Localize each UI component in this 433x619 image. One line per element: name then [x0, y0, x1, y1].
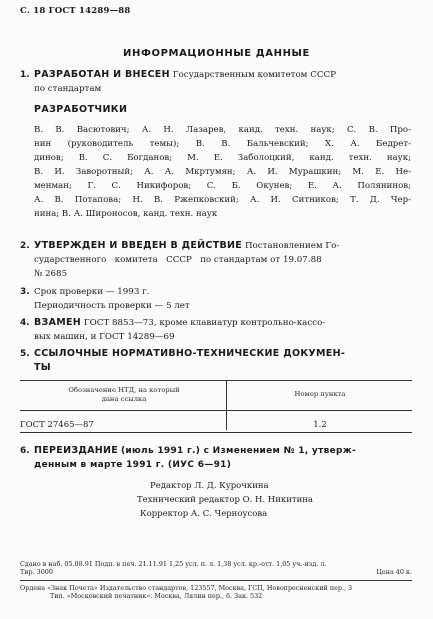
section-5-caption-line-1: ССЫЛОЧНЫЕ НОРМАТИВНО-ТЕХНИЧЕСКИЕ ДОКУМЕН-: [34, 348, 346, 359]
developers-line: В. В. Васютович; А. Н. Лазарев, канд. техн. наук; С. В. Про-: [34, 125, 411, 135]
page-header: С. 18 ГОСТ 14289—88: [20, 6, 131, 16]
section-4-number: 4.: [20, 318, 30, 328]
table-header-rule: [20, 410, 412, 411]
section-3-text-line-2: Периодичность проверки — 5 лет: [34, 301, 190, 311]
section-4-text-line-1: ГОСТ 8853—73, кроме клавиатур контрольно-кассо-: [83, 318, 326, 328]
table-cell-document: ГОСТ 27465—87: [20, 420, 94, 430]
developers-line: нина; В. А. Широносов, канд. техн. наук: [34, 209, 218, 219]
credits-tech-editor: Технический редактор О. Н. Никитина: [137, 495, 313, 505]
section-2-caption: УТВЕРЖДЕН И ВВЕДЕН В ДЕЙСТВИЕ: [34, 240, 243, 251]
section-3-number: 3.: [20, 287, 30, 297]
credits-proofreader: Корректор А. С. Черноусова: [140, 509, 268, 519]
section-1-number: 1.: [20, 70, 30, 80]
section-4-text-line-2: вых машин, и ГОСТ 14289—69: [34, 332, 175, 342]
section-5-caption-line-2: ТЫ: [34, 362, 51, 373]
section-3-text-line-1: Срок проверки — 1993 г.: [34, 287, 150, 297]
table-header-item: Номер пункта: [294, 390, 346, 398]
section-2-number: 2.: [20, 241, 30, 251]
developers-line: менман; Г. С. Никифоров; С. Б. Окунев; Е. А. Полянинов;: [34, 181, 411, 191]
developers-heading: РАЗРАБОТЧИКИ: [34, 104, 128, 115]
page-title: ИНФОРМАЦИОННЫЕ ДАННЫЕ: [123, 48, 310, 59]
imprint-print-run: Тир. 3000: [20, 568, 53, 576]
developers-line: В. И. Заворотный; А. А. Мкртумян; А. И. Мурашкин; М. Е. Не-: [34, 167, 411, 177]
section-6-caption: ПЕРЕИЗДАНИЕ: [34, 445, 119, 456]
imprint-printer: Тип. «Московский печатник». Москва, Лялин пер., 6. Зак. 532: [50, 592, 263, 600]
section-2-text-line-2: сударственного комитета СССР по стандартам от 19.07.88: [34, 255, 322, 265]
table-cell-item: 1.2: [313, 420, 327, 430]
developers-list: [34, 123, 411, 221]
section-2-text-line-1: Постановлением Го-: [244, 241, 340, 251]
section-1-text-line-2: по стандартам: [34, 84, 102, 94]
imprint-line-1: Сдано в наб. 05.08.91 Подп. в печ. 21.11.91 1,25 усл. п. л. 1,38 усл. кр.-отт. 1,05 уч.-изд. л.: [20, 560, 327, 568]
section-6-text-line-2: денным в марте 1991 г. (ИУС 6—91): [34, 460, 232, 470]
developers-line: динов; В. С. Богданов; М. Е. Заболоцкий, канд. техн. наук;: [34, 153, 411, 163]
section-6-number: 6.: [20, 446, 30, 456]
table-column-divider: [226, 380, 227, 410]
developers-line: нин (руководитель темы); В. В. Бальчевский; Х. А. Бедрет-: [34, 139, 411, 149]
credits-editor: Редактор Л. Д. Курочкина: [150, 481, 269, 491]
imprint-line-2: [20, 568, 412, 576]
developers-line: А. В. Потапова; Н. В. Ржепковский; А. И. Ситников; Т. Д. Чер-: [34, 195, 411, 205]
table-column-divider: [226, 410, 227, 430]
table-bottom-rule: [20, 432, 412, 433]
credits: [137, 479, 313, 521]
table-top-rule: [20, 380, 412, 381]
section-6-text-line-1: (июль 1991 г.) с Изменением № 1, утверж-: [120, 446, 357, 456]
imprint-publisher: Ордена «Знак Почета» Издательство стандартов, 123557, Москва, ГСП, Новопресненский пер., 3: [20, 584, 353, 592]
imprint-rule: [20, 580, 412, 581]
section-4-caption: ВЗАМЕН: [34, 317, 82, 328]
section-1-caption: РАЗРАБОТАН И ВНЕСЕН: [34, 69, 170, 80]
section-1-text-line-1: Государственным комитетом СССР: [172, 70, 336, 80]
imprint-price: Цена 40 к.: [376, 568, 412, 576]
section-2-text-line-3: № 2685: [34, 269, 68, 279]
table-header-document: Обозначение НТД, на который дана ссылка: [68, 386, 180, 403]
section-5-number: 5.: [20, 349, 30, 359]
